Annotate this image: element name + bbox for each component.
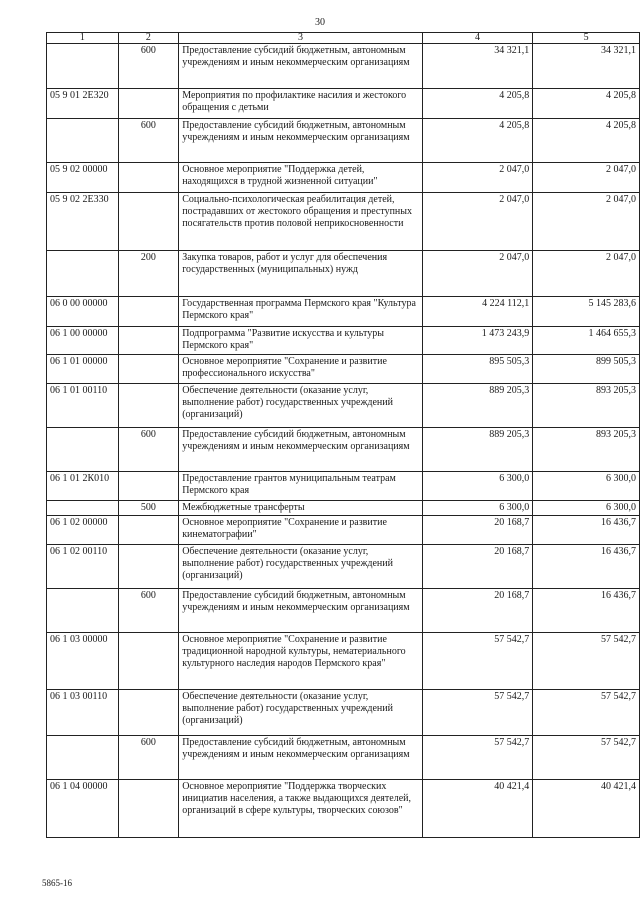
target-code (47, 119, 119, 163)
item-name: Предоставление субсидий бюджетным, автономным учреждениям и иным некоммерческим организациям (179, 428, 423, 472)
expense-type-code (118, 355, 179, 384)
target-code: 05 9 02 2E330 (47, 193, 119, 251)
table-row (47, 355, 640, 384)
budget-table (46, 32, 640, 838)
amount-year-2: 5 145 283,6 (533, 297, 640, 327)
item-name: Основное мероприятие "Поддержка творческих инициатив населения, а также выдающихся деятелей, организаций в сфере культуры, творческих союзов" (179, 780, 423, 838)
target-code: 06 1 01 00000 (47, 355, 119, 384)
expense-type-code (118, 193, 179, 251)
amount-year-1: 57 542,7 (422, 690, 532, 736)
amount-year-2: 2 047,0 (533, 251, 640, 297)
expense-type-code (118, 89, 179, 119)
target-code (47, 428, 119, 472)
amount-year-2: 2 047,0 (533, 163, 640, 193)
item-name: Основное мероприятие "Сохранение и развитие кинематографии" (179, 516, 423, 545)
expense-type-code (118, 516, 179, 545)
target-code: 06 1 03 00110 (47, 690, 119, 736)
target-code: 06 1 04 00000 (47, 780, 119, 838)
amount-year-2: 6 300,0 (533, 501, 640, 516)
item-name: Предоставление субсидий бюджетным, автономным учреждениям и иным некоммерческим организациям (179, 589, 423, 633)
column-number-1: 1 (47, 33, 119, 44)
amount-year-1: 34 321,1 (422, 44, 532, 89)
amount-year-1: 2 047,0 (422, 193, 532, 251)
target-code: 05 9 01 2E320 (47, 89, 119, 119)
column-number-4: 4 (422, 33, 532, 44)
item-name: Предоставление субсидий бюджетным, автономным учреждениям и иным некоммерческим организациям (179, 44, 423, 89)
item-name: Межбюджетные трансферты (179, 501, 423, 516)
target-code: 06 1 01 2К010 (47, 472, 119, 501)
expense-type-code: 600 (118, 589, 179, 633)
item-name: Подпрограмма "Развитие искусства и культуры Пермского края" (179, 327, 423, 355)
table-row (47, 384, 640, 428)
amount-year-1: 57 542,7 (422, 633, 532, 690)
item-name: Предоставление субсидий бюджетным, автономным учреждениям и иным некоммерческим организациям (179, 119, 423, 163)
item-name: Закупка товаров, работ и услуг для обеспечения государственных (муниципальных) нужд (179, 251, 423, 297)
amount-year-2: 893 205,3 (533, 428, 640, 472)
item-name: Предоставление субсидий бюджетным, автономным учреждениям и иным некоммерческим организациям (179, 736, 423, 780)
item-name: Обеспечение деятельности (оказание услуг, выполнение работ) государственных учреждений (организаций) (179, 384, 423, 428)
table-row (47, 89, 640, 119)
target-code: 06 1 02 00000 (47, 516, 119, 545)
expense-type-code: 500 (118, 501, 179, 516)
table-row (47, 163, 640, 193)
amount-year-1: 20 168,7 (422, 516, 532, 545)
amount-year-1: 40 421,4 (422, 780, 532, 838)
target-code: 06 0 00 00000 (47, 297, 119, 327)
amount-year-2: 4 205,8 (533, 89, 640, 119)
expense-type-code (118, 633, 179, 690)
amount-year-2: 16 436,7 (533, 545, 640, 589)
amount-year-1: 4 205,8 (422, 119, 532, 163)
table-row (47, 193, 640, 251)
table-row (47, 327, 640, 355)
amount-year-1: 1 473 243,9 (422, 327, 532, 355)
amount-year-2: 16 436,7 (533, 589, 640, 633)
column-number-2: 2 (118, 33, 179, 44)
target-code: 06 1 02 00110 (47, 545, 119, 589)
expense-type-code (118, 780, 179, 838)
target-code (47, 501, 119, 516)
amount-year-1: 6 300,0 (422, 501, 532, 516)
amount-year-1: 889 205,3 (422, 384, 532, 428)
item-name: Основное мероприятие "Сохранение и развитие традиционной народной культуры, нематериального культурного наследия народов Пермского края" (179, 633, 423, 690)
expense-type-code (118, 472, 179, 501)
table-row (47, 428, 640, 472)
table-row (47, 251, 640, 297)
amount-year-1: 2 047,0 (422, 163, 532, 193)
target-code: 06 1 01 00110 (47, 384, 119, 428)
amount-year-1: 57 542,7 (422, 736, 532, 780)
expense-type-code: 600 (118, 119, 179, 163)
target-code: 06 1 00 00000 (47, 327, 119, 355)
amount-year-2: 893 205,3 (533, 384, 640, 428)
amount-year-2: 4 205,8 (533, 119, 640, 163)
table-row (47, 516, 640, 545)
column-number-5: 5 (533, 33, 640, 44)
target-code (47, 44, 119, 89)
target-code (47, 736, 119, 780)
expense-type-code: 600 (118, 44, 179, 89)
table-row (47, 297, 640, 327)
target-code: 06 1 03 00000 (47, 633, 119, 690)
amount-year-2: 40 421,4 (533, 780, 640, 838)
target-code: 05 9 02 00000 (47, 163, 119, 193)
item-name: Основное мероприятие "Поддержка детей, находящихся в трудной жизненной ситуации" (179, 163, 423, 193)
amount-year-2: 57 542,7 (533, 690, 640, 736)
document-code: 5865-16 (42, 878, 72, 888)
column-number-3: 3 (179, 33, 423, 44)
amount-year-1: 20 168,7 (422, 545, 532, 589)
item-name: Основное мероприятие "Сохранение и развитие профессионального искусства" (179, 355, 423, 384)
expense-type-code: 600 (118, 736, 179, 780)
amount-year-1: 20 168,7 (422, 589, 532, 633)
table-row (47, 472, 640, 501)
expense-type-code (118, 384, 179, 428)
amount-year-1: 895 505,3 (422, 355, 532, 384)
amount-year-1: 4 224 112,1 (422, 297, 532, 327)
table-row (47, 501, 640, 516)
item-name: Обеспечение деятельности (оказание услуг, выполнение работ) государственных учреждений (организаций) (179, 690, 423, 736)
amount-year-1: 6 300,0 (422, 472, 532, 501)
table-row (47, 119, 640, 163)
amount-year-2: 1 464 655,3 (533, 327, 640, 355)
amount-year-2: 34 321,1 (533, 44, 640, 89)
column-number-row (47, 33, 640, 44)
table-row (47, 44, 640, 89)
table-row (47, 545, 640, 589)
amount-year-2: 2 047,0 (533, 193, 640, 251)
amount-year-2: 57 542,7 (533, 633, 640, 690)
amount-year-2: 6 300,0 (533, 472, 640, 501)
table-row (47, 736, 640, 780)
amount-year-1: 4 205,8 (422, 89, 532, 119)
amount-year-1: 889 205,3 (422, 428, 532, 472)
amount-year-1: 2 047,0 (422, 251, 532, 297)
expense-type-code (118, 690, 179, 736)
table-row (47, 589, 640, 633)
page-number: 30 (315, 17, 325, 28)
expense-type-code (118, 297, 179, 327)
target-code (47, 251, 119, 297)
amount-year-2: 16 436,7 (533, 516, 640, 545)
expense-type-code (118, 327, 179, 355)
amount-year-2: 57 542,7 (533, 736, 640, 780)
item-name: Предоставление грантов муниципальным театрам Пермского края (179, 472, 423, 501)
amount-year-2: 899 505,3 (533, 355, 640, 384)
item-name: Мероприятия по профилактике насилия и жестокого обращения с детьми (179, 89, 423, 119)
table-row (47, 690, 640, 736)
target-code (47, 589, 119, 633)
table-row (47, 633, 640, 690)
expense-type-code: 600 (118, 428, 179, 472)
table-row (47, 780, 640, 838)
expense-type-code: 200 (118, 251, 179, 297)
item-name: Социально-психологическая реабилитация детей, пострадавших от жестокого обращения и преступных посягательств против половой неприкосновенности (179, 193, 423, 251)
expense-type-code (118, 163, 179, 193)
item-name: Государственная программа Пермского края "Культура Пермского края" (179, 297, 423, 327)
item-name: Обеспечение деятельности (оказание услуг, выполнение работ) государственных учреждений (организаций) (179, 545, 423, 589)
expense-type-code (118, 545, 179, 589)
